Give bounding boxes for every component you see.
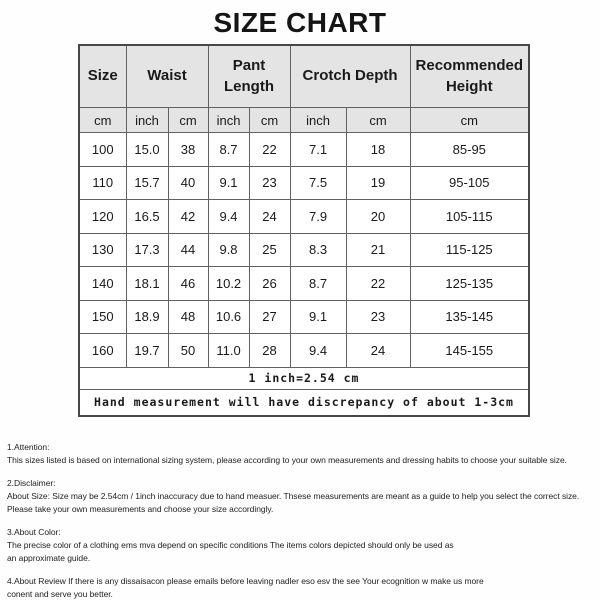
note-heading: 2.Disclaimer: xyxy=(7,477,56,488)
cell: 125-135 xyxy=(410,267,529,301)
cell: 27 xyxy=(249,300,290,334)
cell: 9.4 xyxy=(208,200,249,234)
unit-cell: cm xyxy=(79,108,126,133)
notes-section xyxy=(7,441,600,600)
footnote-text: Hand measurement will have discrepancy of about 1-3cm xyxy=(79,389,529,416)
cell: 120 xyxy=(79,200,126,234)
table-row-size-140 xyxy=(79,267,529,301)
footnote-text: 1 inch=2.54 cm xyxy=(79,367,529,389)
cell: 19 xyxy=(346,166,410,200)
cell: 25 xyxy=(249,233,290,267)
note-line: The precise color of a clothing ems mva depend on specific conditions The items colors depicted should only be used as xyxy=(7,539,454,550)
cell: 7.9 xyxy=(290,200,346,234)
footnote-inch-conversion xyxy=(79,367,529,389)
cell: 48 xyxy=(168,300,208,334)
cell: 46 xyxy=(168,267,208,301)
unit-cell: inch xyxy=(126,108,168,133)
cell: 10.2 xyxy=(208,267,249,301)
cell: 26 xyxy=(249,267,290,301)
cell: 130 xyxy=(79,233,126,267)
units-row xyxy=(79,108,529,133)
cell: 115-125 xyxy=(410,233,529,267)
cell: 8.3 xyxy=(290,233,346,267)
unit-cell: cm xyxy=(168,108,208,133)
cell: 95-105 xyxy=(410,166,529,200)
size-chart-table xyxy=(78,44,530,417)
cell: 15.0 xyxy=(126,133,168,167)
note-line: 4.About Review If there is any dissaisacon please emails before leaving nadler eso esv the see Your ecognition w make us more xyxy=(7,575,484,586)
cell: 44 xyxy=(168,233,208,267)
footnote-hand-measurement xyxy=(79,389,529,416)
note-line: an approximate guide. xyxy=(7,552,91,563)
cell: 18 xyxy=(346,133,410,167)
cell: 40 xyxy=(168,166,208,200)
cell: 19.7 xyxy=(126,334,168,368)
cell: 145-155 xyxy=(410,334,529,368)
cell: 7.5 xyxy=(290,166,346,200)
header-cell-crotch-depth: Crotch Depth xyxy=(290,45,410,108)
cell: 9.1 xyxy=(208,166,249,200)
table-row-size-130 xyxy=(79,233,529,267)
cell: 85-95 xyxy=(410,133,529,167)
cell: 20 xyxy=(346,200,410,234)
note-heading: 1.Attention: xyxy=(7,441,50,452)
cell: 18.9 xyxy=(126,300,168,334)
unit-cell: cm xyxy=(346,108,410,133)
header-cell-pant-length: Pant Length xyxy=(208,45,290,108)
unit-cell: cm xyxy=(410,108,529,133)
cell: 17.3 xyxy=(126,233,168,267)
cell: 7.1 xyxy=(290,133,346,167)
cell: 50 xyxy=(168,334,208,368)
table-row-size-110 xyxy=(79,166,529,200)
note-attention xyxy=(7,441,600,467)
unit-cell: inch xyxy=(208,108,249,133)
cell: 38 xyxy=(168,133,208,167)
note-about-color xyxy=(7,526,600,565)
cell: 150 xyxy=(79,300,126,334)
cell: 16.5 xyxy=(126,200,168,234)
cell: 9.4 xyxy=(290,334,346,368)
page-title: SIZE CHART xyxy=(213,7,387,38)
cell: 140 xyxy=(79,267,126,301)
cell: 24 xyxy=(346,334,410,368)
note-line: Please take your own measurements and choose your size accordingly. xyxy=(7,503,274,514)
cell: 42 xyxy=(168,200,208,234)
cell: 18.1 xyxy=(126,267,168,301)
cell: 15.7 xyxy=(126,166,168,200)
table-row-size-120 xyxy=(79,200,529,234)
cell: 135-145 xyxy=(410,300,529,334)
cell: 9.1 xyxy=(290,300,346,334)
cell: 21 xyxy=(346,233,410,267)
unit-cell: inch xyxy=(290,108,346,133)
note-heading: 3.About Color: xyxy=(7,526,61,537)
note-line: About Size: Size may be 2.54cm / 1inch inaccuracy due to hand measuer. Thsese measurements are meant as a guide to help you select the correct size. xyxy=(7,490,580,501)
cell: 22 xyxy=(249,133,290,167)
cell: 9.8 xyxy=(208,233,249,267)
cell: 24 xyxy=(249,200,290,234)
cell: 8.7 xyxy=(208,133,249,167)
note-line: conent and serve you better. xyxy=(7,588,113,599)
header-cell-waist: Waist xyxy=(126,45,208,108)
note-disclaimer xyxy=(7,477,600,516)
cell: 10.6 xyxy=(208,300,249,334)
cell: 110 xyxy=(79,166,126,200)
table-row-size-150 xyxy=(79,300,529,334)
cell: 11.0 xyxy=(208,334,249,368)
table-header-row xyxy=(79,45,529,108)
cell: 23 xyxy=(249,166,290,200)
unit-cell: cm xyxy=(249,108,290,133)
table-row-size-100 xyxy=(79,133,529,167)
cell: 8.7 xyxy=(290,267,346,301)
header-cell-size: Size xyxy=(79,45,126,108)
cell: 22 xyxy=(346,267,410,301)
cell: 105-115 xyxy=(410,200,529,234)
cell: 160 xyxy=(79,334,126,368)
note-line: This sizes listed is based on international sizing system, please according to your own measurements and dressing habits to choose your suitable size. xyxy=(7,454,567,465)
cell: 100 xyxy=(79,133,126,167)
header-cell-recommended-height: Recommended Height xyxy=(410,45,529,108)
note-about-review xyxy=(7,575,600,600)
cell: 23 xyxy=(346,300,410,334)
table-row-size-160 xyxy=(79,334,529,368)
cell: 28 xyxy=(249,334,290,368)
